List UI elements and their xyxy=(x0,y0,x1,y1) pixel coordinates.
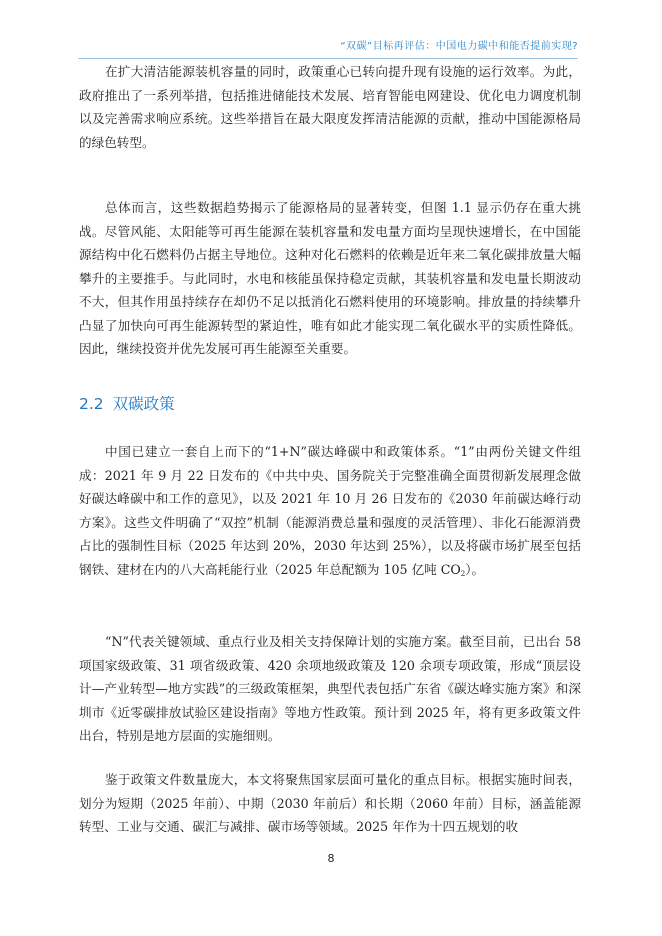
paragraph-n-policies: “N”代表关键领域、重点行业及相关支持保障计划的实施方案。截至目前，已出台 58 项国家级政策、31 项省级政策、420 余项地级政策及 120 余项专项政策，形成“顶层设计—产业转型—地方实践”的三级政策框架，典型代表包括广东省《碳达峰实施方案》和深圳市《近零碳排放试验区建设指南》等地方性政策。预计到 2025 年，将有更多政策文件出台，特别是地方层面的实施细则。 xyxy=(79,634,581,743)
paragraph-policy-system-main: 中国已建立一套自上而下的“1+N”碳达峰碳中和政策体系。“1”由两份关键文件组成：2021 年 9 月 22 日发布的《中共中央、国务院关于完整准确全面贯彻新发展理念做好碳达峰碳中和工作的意见》，以及 2021 年 10 月 26 日发布的《2030 年前碳达峰行动方案》。这些文件明确了“双控”机制（能源消费总量和强度的灵活管理）、非化石能源消费占比的强制性目标（2025 年达到 20%，2030 年达到 25%），以及将碳市场扩展至包括钢铁、建材在内的八大高耗能行业（2025 年总配额为 105 亿吨 CO xyxy=(79,444,581,577)
section-heading xyxy=(79,392,175,414)
page-number: 8 xyxy=(327,852,335,865)
section-title: 双碳政策 xyxy=(112,395,175,413)
paragraph-summary: 总体而言，这些数据趋势揭示了能源格局的显著转变，但图 1.1 显示仍存在重大挑战。尽管风能、太阳能等可再生能源在装机容量和发电量方面均呈现快速增长，在中国能源结构中化石燃料仍占据主导地位。这种对化石燃料的依赖是近年来二氧化碳排放量大幅攀升的主要推手。与此同时，水电和核能虽保持稳定贡献，其装机容量和发电量长期波动不大，但其作用虽持续存在却仍不足以抵消化石燃料使用的环境影响。排放量的持续攀升凸显了加快向可再生能源转型的紧迫性，唯有如此才能实现二氧化碳水平的实质性降低。因此，继续投资并优先发展可再生能源至关重要。 xyxy=(79,200,581,356)
header-divider xyxy=(78,58,578,59)
paragraph-policy-system xyxy=(79,440,581,586)
co2-subscript: 2 xyxy=(460,569,466,578)
paragraph-focus: 鉴于政策文件数量庞大，本文将聚焦国家层面可量化的重点目标。根据实施时间表，划分为短期（2025 年前）、中期（2030 年前后）和长期（2060 年前）目标，涵盖能源转型、工业与交通、碳汇与减排、碳市场等领域。2025 年作为十四五规划的收 xyxy=(79,772,581,834)
section-number: 2.2 xyxy=(79,395,104,413)
paragraph-policy-system-tail: ）。 xyxy=(465,561,485,577)
paragraph-efficiency: 在扩大清洁能源装机容量的同时，政策重心已转向提升现有设施的运行效率。为此，政府推出了一系列举措，包括推进储能技术发展、培育智能电网建设、优化电力调度机制以及完善需求响应系统。这些举措旨在最大限度发挥清洁能源的贡献，推动中国能源格局的绿色转型。 xyxy=(79,64,581,150)
running-header: “双碳”目标再评估：中国电力碳中和能否提前实现? xyxy=(340,41,578,52)
